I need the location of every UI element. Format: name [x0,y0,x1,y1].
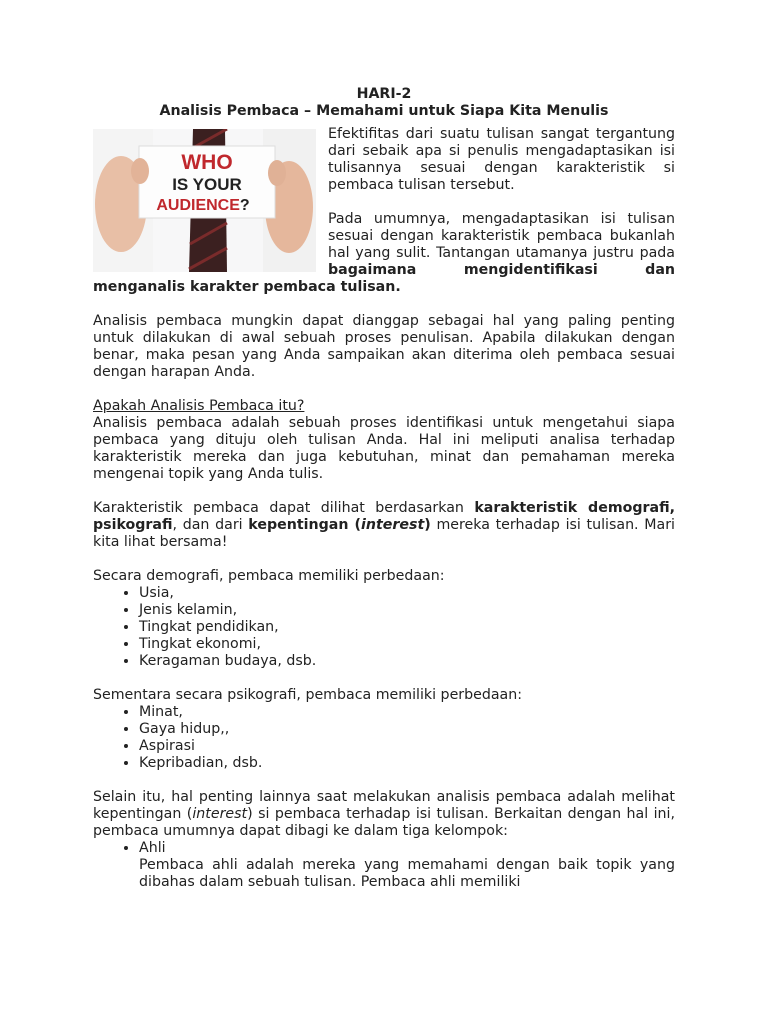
paragraph-psychographic: Sementara secara psikografi, pembaca memiliki perbedaan: [93,687,523,703]
list-item: • Tingkat pendidikan, [139,619,675,636]
list-item: • Keragaman budaya, dsb. [139,653,675,670]
list-item: • Tingkat ekonomi, [139,636,675,653]
document-page [93,86,675,891]
challenge-text: Pada umumnya, mengadaptasikan isi tulisan sesuai dengan karakteristik pembaca bukanlah hal yang sulit. Tantangan utamanya justru pada [328,211,675,261]
char-text-1: Karakteristik pembaca dapat dilihat berdasarkan [93,500,475,516]
interest-list [93,840,675,857]
paragraph-interest: Selain itu, hal penting lainnya saat melakukan analisis pembaca adalah melihat kepentingan (interest) si pembaca terhadap isi tulisan. Berkaitan dengan hal ini, pembaca umumnya dapat dibagi ke dalam tiga kelompok: [93,789,675,839]
paragraph-intro: Efektifitas dari suatu tulisan sangat tergantung dari sebaik apa si penulis mengadaptasikan isi tulisannya sesuai dengan karakteristik si pembaca tulisan tersebut. [328,126,675,193]
image-text-is-your: IS YOUR [172,175,242,194]
doc-title-day: HARI-2 [356,86,412,102]
list-item: • Gaya hidup,, [139,721,675,738]
list-item: • Usia, [139,585,675,602]
char-bold-1: karakteristik demografi, psikografi [93,500,675,533]
paragraph-demographic: Secara demografi, pembaca memiliki perbedaan: [93,568,445,584]
char-bold-2: kepentingan (interest) [248,517,431,533]
char-text-2: , dan dari [172,517,249,533]
demographic-list [93,585,675,670]
list-item: • Ahli [139,840,675,857]
section-heading: Apakah Analisis Pembaca itu? [93,398,305,414]
list-item: • Aspirasi [139,738,675,755]
audience-image [93,129,316,272]
psychographic-list [93,704,675,772]
image-text-qmark: ? [239,197,250,214]
list-item: • Minat, [139,704,675,721]
paragraph-characteristics [93,500,675,551]
list-item: • Kepribadian, dsb. [139,755,675,772]
svg-text:AUDIENCE? [156,197,249,214]
list-item: • Jenis kelamin, [139,602,675,619]
image-text-who: WHO [181,151,233,174]
image-text-audience: AUDIENCE [156,197,240,214]
paragraph-importance: Analisis pembaca mungkin dapat dianggap sebagai hal yang paling penting untuk dilakukan di awal sebuah proses penulisan. Apabila dilakukan dengan benar, maka pesan yang Anda sampaikan akan diterima oleh pembaca sesuai dengan harapan Anda. [93,313,675,380]
challenge-bold: bagaimana mengidentifikasi dan menganalis karakter pembaca tulisan. [93,262,675,295]
doc-title: Analisis Pembaca – Memahami untuk Siapa Kita Menulis [159,103,609,119]
paragraph-expert: Pembaca ahli adalah mereka yang memahami dengan baik topik yang dibahas dalam sebuah tulisan. Pembaca ahli memiliki [139,857,675,890]
paragraph-definition: Analisis pembaca adalah sebuah proses identifikasi untuk mengetahui siapa pembaca yang dituju oleh tulisan Anda. Hal ini meliputi analisa terhadap karakteristik mereka dan juga kebutuhan, minat dan pemahaman mereka mengenai topik yang Anda tulis. [93,415,675,482]
char-text-3: mereka terhadap isi tulisan. Mari kita lihat bersama! [93,517,675,550]
